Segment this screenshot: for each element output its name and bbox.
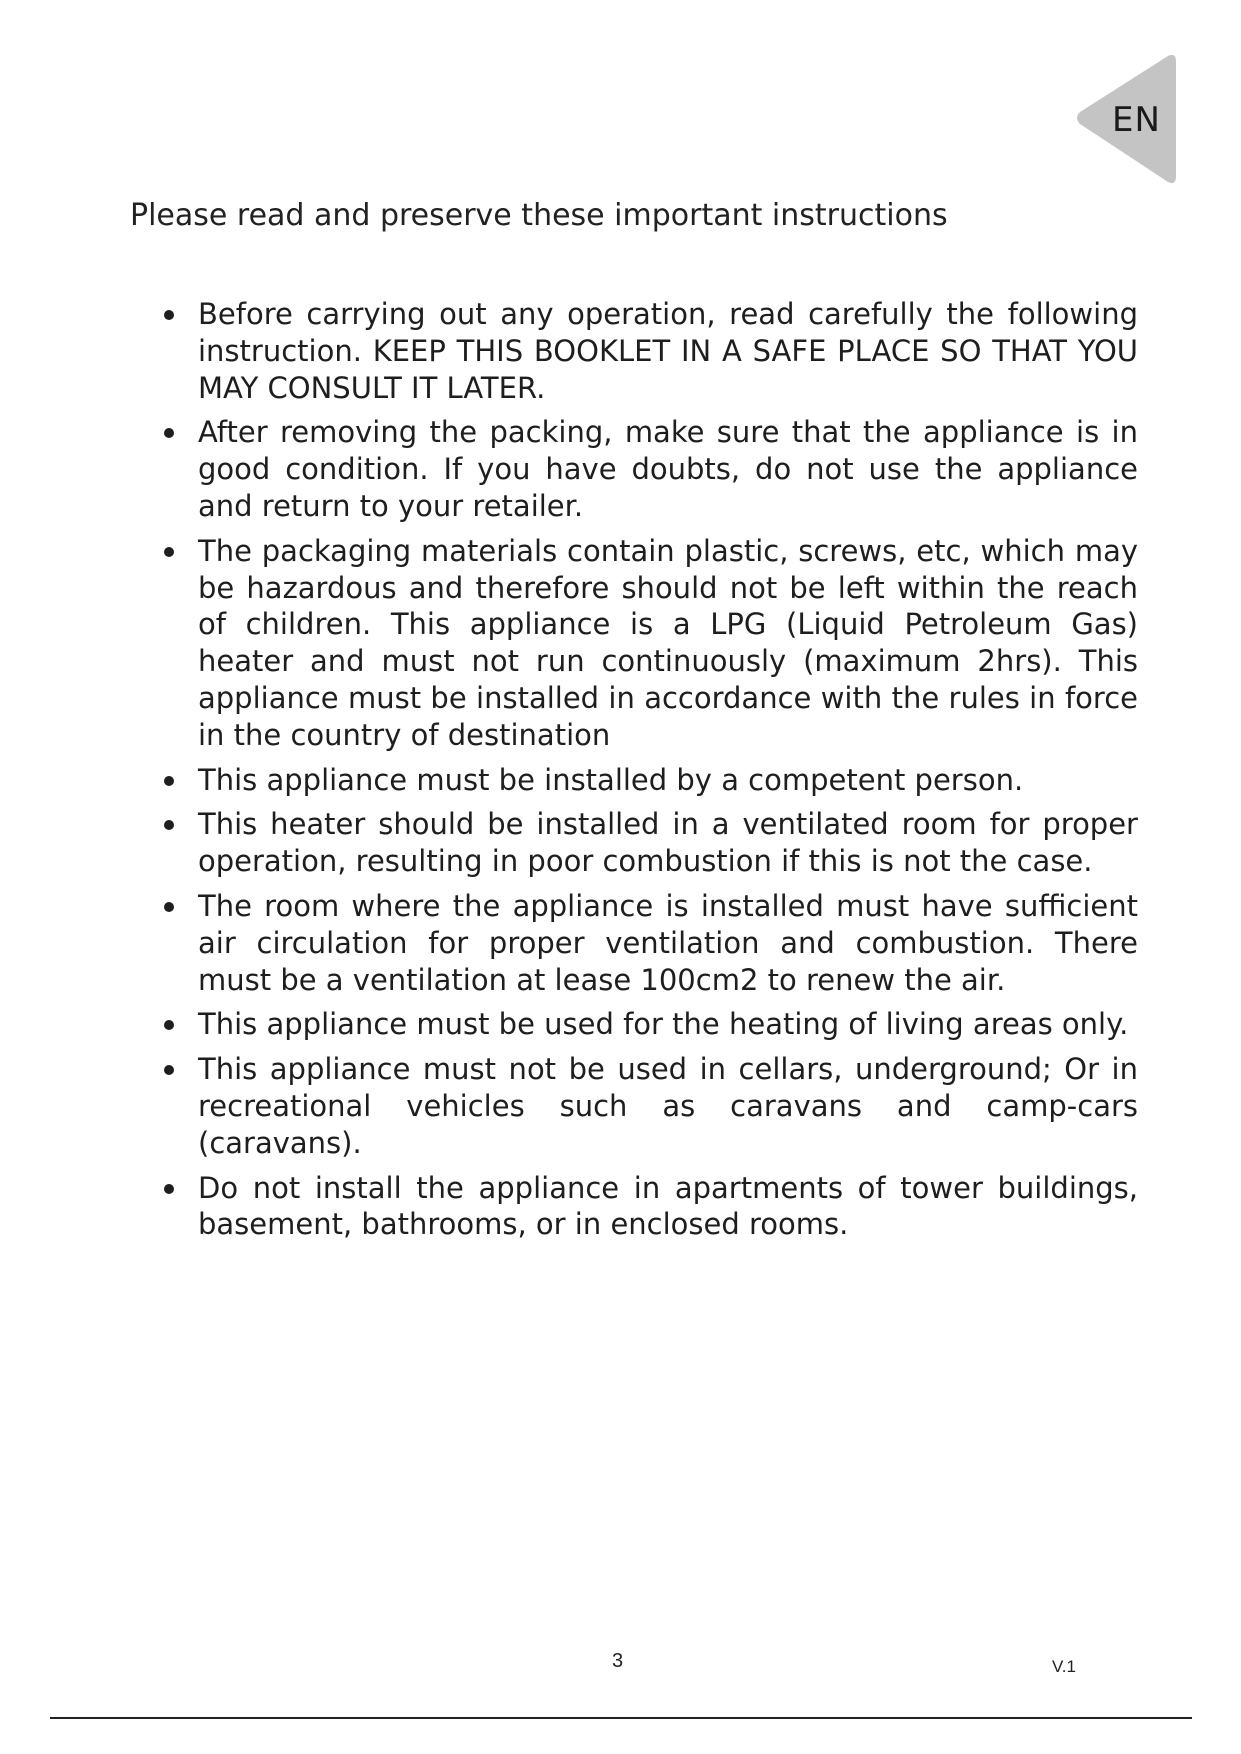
page-number: 3 (612, 1650, 624, 1672)
instruction-text: The room where the appliance is installed must have sufficient air circulation for proper ventilation and combustion. There must be a ventilation at lease 100cm2 to renew the air. (198, 888, 1138, 997)
instruction-item (160, 1006, 1138, 1043)
instruction-item (160, 296, 1138, 406)
instruction-item (160, 762, 1138, 799)
bullet-icon (164, 776, 174, 786)
footer-divider (50, 1717, 1192, 1719)
instruction-text: This appliance must be installed by a competent person. (198, 762, 1024, 797)
instruction-item (160, 1170, 1138, 1244)
instruction-text: This appliance must be used for the heating of living areas only. (198, 1007, 1129, 1042)
instruction-text: Before carrying out any operation, read carefully the following instruction. KEEP THIS BOOKLET IN A SAFE PLACE SO THAT YOU MAY CONSULT IT LATER. (198, 297, 1138, 405)
instruction-item (160, 1051, 1138, 1161)
bullet-icon (164, 820, 174, 830)
instruction-list (160, 296, 1138, 1251)
page-heading: Please read and preserve these important instructions (130, 198, 948, 233)
bullet-icon (164, 1065, 174, 1075)
instruction-item (160, 806, 1138, 880)
instruction-text: This appliance must not be used in cellars, underground; Or in recreational vehicles such as caravans and camp-cars (caravans). (198, 1052, 1138, 1160)
version-label: V.1 (1052, 1657, 1076, 1676)
instruction-text: Do not install the appliance in apartments of tower buildings, basement, bathrooms, or in enclosed rooms. (198, 1170, 1138, 1242)
bullet-icon (164, 902, 174, 912)
language-badge (1072, 54, 1192, 184)
bullet-icon (164, 1184, 174, 1194)
instruction-text: The packaging materials contain plastic, screws, etc, which may be hazardous and therefore should not be left within the reach of children. This appliance is a LPG (Liquid Petroleum Gas) heater and must not run continuously (maximum 2hrs). This appliance must be installed in accordance with the rules in force in the country of destination (198, 533, 1138, 752)
instruction-text: This heater should be installed in a ventilated room for proper operation, resulting in poor combustion if this is not the case. (198, 807, 1138, 879)
bullet-icon (164, 1020, 174, 1030)
instruction-item (160, 414, 1138, 524)
bullet-icon (164, 428, 174, 438)
bullet-icon (164, 547, 174, 557)
instruction-text: After removing the packing, make sure that the appliance is in good condition. If you have doubts, do not use the appliance and return to your retailer. (198, 415, 1138, 523)
instruction-item (160, 888, 1138, 998)
bullet-icon (164, 310, 174, 320)
instruction-item (160, 533, 1138, 754)
language-label: EN (1112, 100, 1161, 140)
